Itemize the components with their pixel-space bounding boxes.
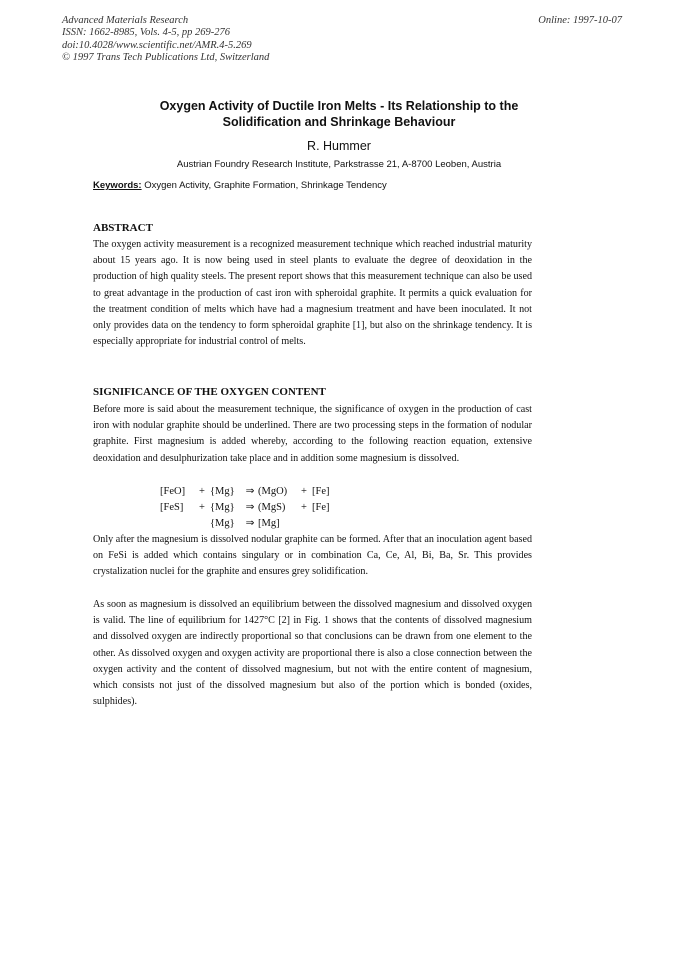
- equation-term: [FeO]: [160, 486, 186, 497]
- equation-operator: [194, 516, 210, 532]
- reaction-equations: [160, 484, 342, 532]
- journal-name: Advanced Materials Research: [62, 15, 189, 26]
- keywords-text: Oxygen Activity, Graphite Formation, Shrinkage Tendency: [144, 180, 387, 191]
- equation-row: [160, 516, 342, 532]
- equation-term: {Mg}: [210, 486, 235, 497]
- equation-term: [Mg]: [258, 518, 280, 529]
- keywords-label: Keywords:: [93, 180, 142, 191]
- abstract-text: The oxygen activity measurement is a recognized measurement technique which reached industrial maturity about 15 years ago. It is now being used in steel plants to evaluate the degree of deoxidation in the production of high quality steels. The present report shows that this measurement technique can also be used to great advantage in the production of cast iron with spheroidal graphite. It permits a quick evaluation for the treatment condition of melts which have had a magnesium treatment and have been inoculated. It not only provides data on the tendency to form spheroidal graphite [1], but also on the shrinkage tendency. It is especially appropriate for industrial control of melts.: [93, 239, 532, 348]
- equation-term: {Mg}: [210, 502, 235, 513]
- publication-header: [62, 15, 269, 64]
- equation-row: [160, 500, 342, 516]
- equation-term: [160, 516, 194, 532]
- title-line-2: Solidification and Shrinkage Behaviour: [222, 115, 456, 129]
- equation-term: [Fe]: [312, 502, 330, 513]
- equation-operator: +: [301, 502, 307, 513]
- equation-term: [FeS]: [160, 502, 184, 513]
- equation-operator: +: [199, 502, 205, 513]
- equation-operator: [296, 516, 312, 532]
- paper-title: [90, 98, 588, 130]
- significance-paragraph-1: Before more is said about the measurement technique, the significance of oxygen in the production of cast iron with nodular graphite should be underlined. There are two processing steps in the formation of nodular graphite. First magnesium is added whereby, according to the following reaction equation, extensive deoxidation and desulphurization take place and in addition some magnesium is dissolved.: [93, 404, 532, 464]
- keywords-line: [93, 180, 387, 191]
- significance-heading: SIGNIFICANCE OF THE OXYGEN CONTENT: [93, 386, 326, 398]
- online-date: Online: 1997-10-07: [538, 15, 622, 26]
- equation-term: (MgO): [258, 486, 288, 497]
- equation-operator: +: [199, 486, 205, 497]
- doi-line: doi:10.4028/www.scientific.net/AMR.4-5.269: [62, 39, 252, 51]
- equation-arrow: ⇒: [245, 502, 255, 513]
- equation-term: [Fe]: [312, 486, 330, 497]
- equation-arrow: ⇒: [245, 518, 255, 529]
- equation-term: [312, 516, 342, 532]
- issn-line: ISSN: 1662-8985, Vols. 4-5, pp 269-276: [62, 27, 230, 39]
- copyright-line: © 1997 Trans Tech Publications Ltd, Switzerland: [62, 51, 270, 63]
- equation-arrow: ⇒: [245, 486, 255, 497]
- author-affiliation: Austrian Foundry Research Institute, Parkstrasse 21, A-8700 Leoben, Austria: [176, 159, 502, 170]
- significance-paragraph-2: Only after the magnesium is dissolved nodular graphite can be formed. After that an inoculation agent based on FeSi is added which contains singulary or in combination Ca, Ce, Al, Bi, Ba, Sr. This provides crystalization nuclei for the graphite and ensures grey solidification.: [93, 534, 532, 578]
- title-line-1: Oxygen Activity of Ductile Iron Melts - Its Relationship to the: [159, 99, 519, 113]
- equation-term: {Mg}: [210, 518, 235, 529]
- equation-row: [160, 484, 342, 500]
- equation-term: (MgS): [258, 502, 286, 513]
- abstract-heading: ABSTRACT: [93, 222, 153, 234]
- equation-operator: +: [301, 486, 307, 497]
- author-name: R. Hummer: [307, 139, 371, 153]
- significance-paragraph-3: As soon as magnesium is dissolved an equilibrium between the dissolved magnesium and dissolved oxygen is valid. The line of equilibrium for 1427°C [2] in Fig. 1 shows that the contents of dissolved magnesium and dissolved oxygen are indirectly proportional so that conclusions can be drawn from one element to the other. As dissolved oxygen and oxygen activity are proportional there is also a close connection between the oxygen activity and the content of dissolved magnesium, but not with the entire content of magnesium, which consists not just of the dissolved magnesium but also of the portion which is bonded (oxides, sulphides).: [93, 599, 532, 708]
